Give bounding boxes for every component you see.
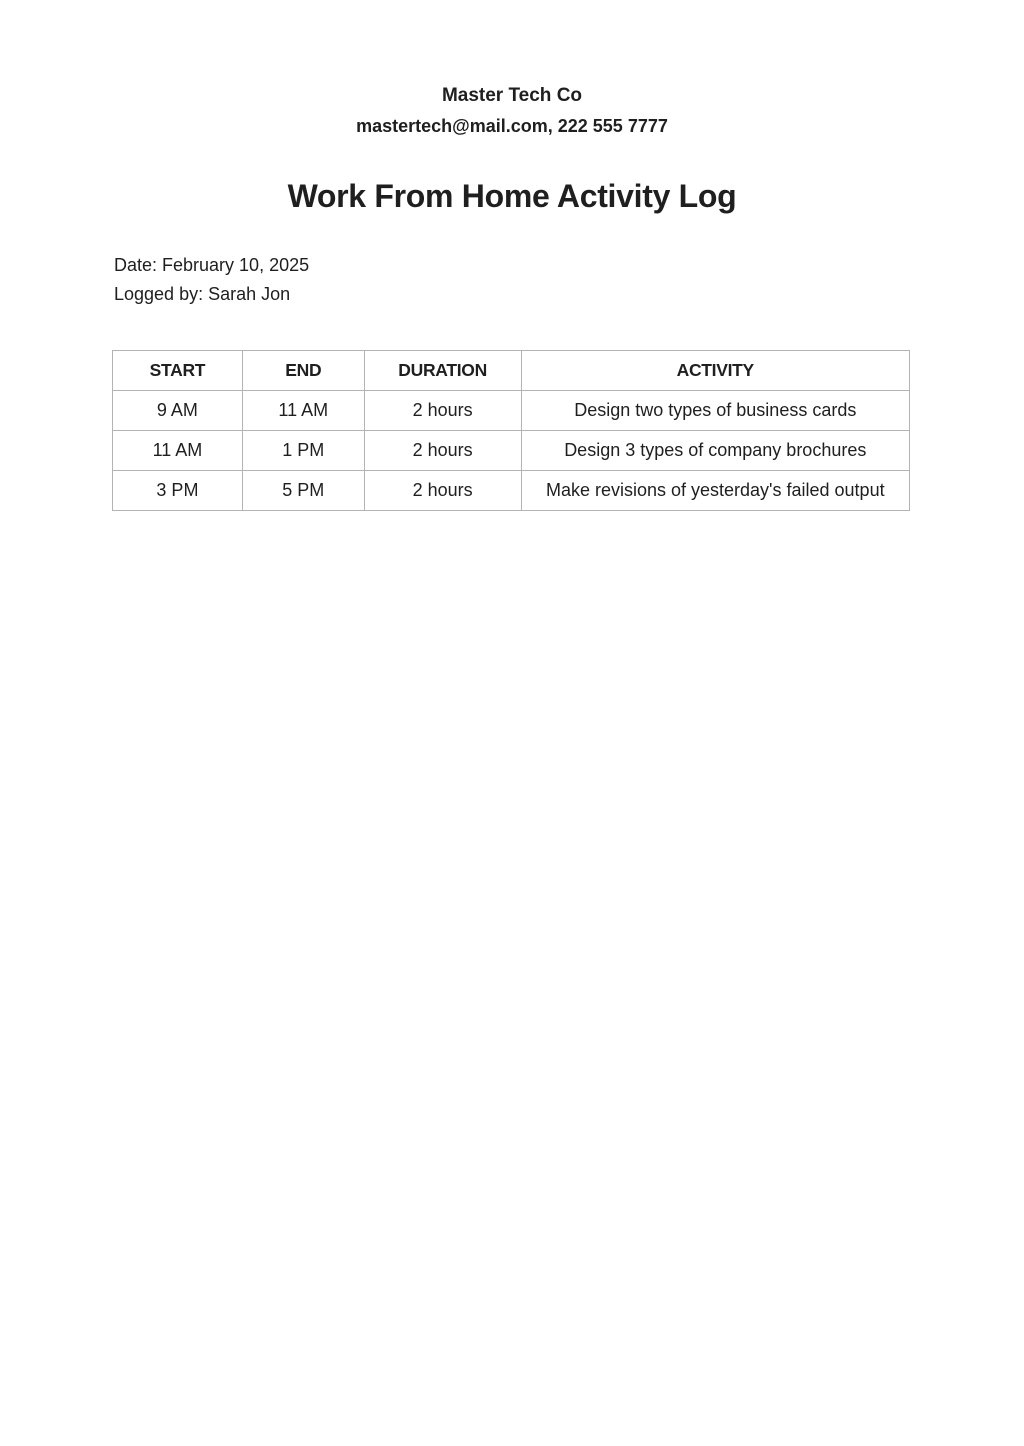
column-header-activity: ACTIVITY [521, 351, 909, 391]
table-header-row [113, 351, 910, 391]
cell-activity: Design two types of business cards [521, 391, 909, 431]
cell-duration: 2 hours [364, 431, 521, 471]
column-header-end: END [242, 351, 364, 391]
table-row [113, 431, 910, 471]
column-header-duration: DURATION [364, 351, 521, 391]
cell-end: 1 PM [242, 431, 364, 471]
page-title: Work From Home Activity Log [287, 178, 737, 214]
company-contact: mastertech@mail.com, 222 555 7777 [356, 116, 668, 136]
cell-start: 11 AM [113, 431, 243, 471]
log-date: Date: February 10, 2025 [114, 255, 310, 275]
column-header-start: START [113, 351, 243, 391]
cell-duration: 2 hours [364, 391, 521, 431]
table-row [113, 391, 910, 431]
cell-start: 9 AM [113, 391, 243, 431]
cell-activity: Make revisions of yesterday's failed output [521, 471, 909, 511]
cell-end: 11 AM [242, 391, 364, 431]
table-row [113, 471, 910, 511]
cell-activity: Design 3 types of company brochures [521, 431, 909, 471]
company-name: Master Tech Co [441, 85, 583, 106]
cell-end: 5 PM [242, 471, 364, 511]
cell-start: 3 PM [113, 471, 243, 511]
logged-by: Logged by: Sarah Jon [114, 284, 291, 304]
activity-table [112, 350, 910, 511]
cell-duration: 2 hours [364, 471, 521, 511]
